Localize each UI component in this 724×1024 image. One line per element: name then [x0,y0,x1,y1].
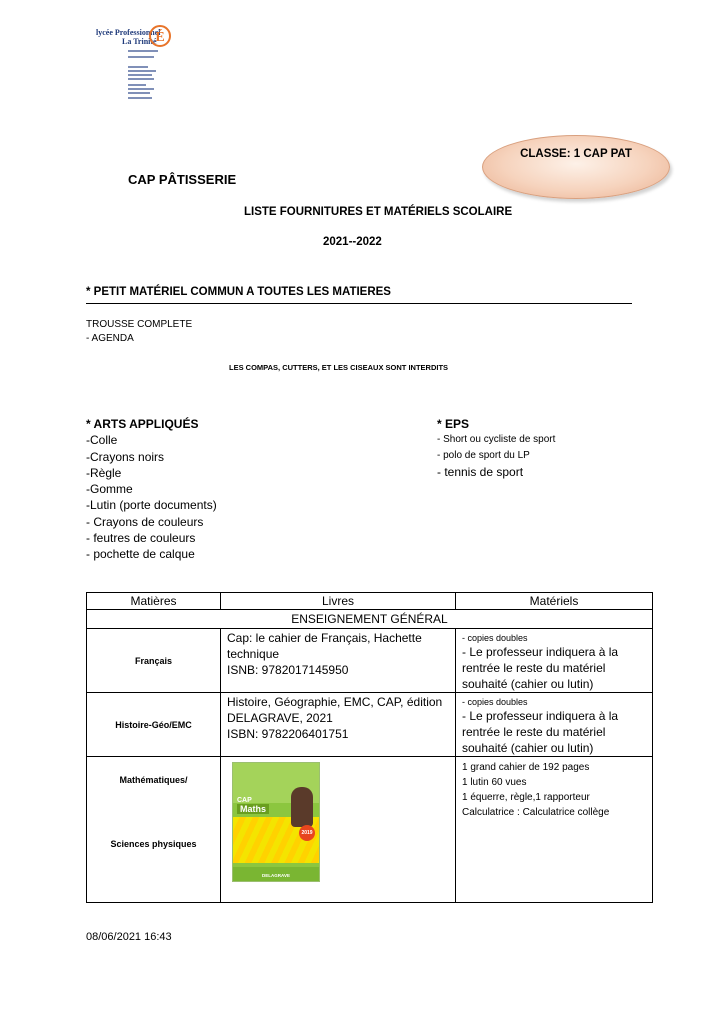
material-item: - copies doubles [462,633,528,643]
logo-subtext [128,78,154,80]
materials-cell [456,693,653,757]
school-year: 2021--2022 [323,236,382,248]
list-item: - tennis de sport [437,465,524,479]
common-section-heading: * PETIT MATÉRIEL COMMUN A TOUTES LES MATIERES [86,286,391,298]
page-title: CAP PÂTISSERIE [128,172,237,187]
table-section-row [87,610,653,629]
subject-cell: Histoire-Géo/EMC [87,693,221,757]
book-isbn: ISBN: 9782206401751 [227,727,349,741]
material-item: - Le professeur indiquera à la [462,709,619,723]
book-line: Histoire, Géographie, EMC, CAP, édition [227,695,443,709]
material-item: 1 lutin 60 vues [462,777,527,788]
book-line: DELAGRAVE, 2021 [227,711,333,725]
list-item: -Colle [86,433,118,448]
book-cell [221,629,456,693]
column-header-materials: Matériels [456,593,653,610]
list-item: -Règle [86,465,122,480]
list-title: LISTE FOURNITURES ET MATÉRIELS SCOLAIRE [244,206,513,218]
book-cover-image [232,762,320,882]
arts-heading: * ARTS APPLIQUÉS [86,417,199,431]
section-divider [86,303,632,304]
list-item: - Crayons de couleurs [86,514,204,529]
list-item: - feutres de couleurs [86,531,196,546]
subject-cell: Français [87,629,221,693]
forbidden-items-warning: LES COMPAS, CUTTERS, ET LES CISEAUX SONT INTERDITS [229,363,449,372]
list-item: - AGENDA [86,333,134,344]
class-label: CLASSE: 1 CAP PAT [520,148,632,160]
table-row [87,629,653,693]
book-cell [221,693,456,757]
logo-text-line1: lycée Professionnel [96,28,161,37]
footer-timestamp: 08/06/2021 16:43 [86,931,172,943]
common-items-list [86,318,192,346]
logo-subtext [128,70,156,72]
arts-section [86,416,217,563]
subject-maths: Mathématiques/ [119,775,188,785]
cover-publisher: DELAGRAVE [262,873,290,878]
list-item: -Gomme [86,482,133,497]
table-row [87,757,653,903]
materials-cell [456,757,653,903]
section-general-education: ENSEIGNEMENT GÉNÉRAL [87,610,653,629]
book-isbn: ISNB: 9782017145950 [227,663,349,677]
subject-physics: Sciences physiques [110,839,197,849]
material-item: 1 équerre, règle,1 rapporteur [462,792,590,803]
list-item: - pochette de calque [86,547,195,562]
material-item: rentrée le reste du matériel [462,725,606,739]
material-item: souhaité (cahier ou lutin) [462,741,594,755]
material-item: rentrée le reste du matériel [462,661,606,675]
logo-subtext [128,88,154,90]
materials-cell [456,629,653,693]
column-header-subjects: Matières [87,593,221,610]
logo-subtext [128,74,152,76]
list-item: -Lutin (porte documents) [86,498,217,513]
list-item: TROUSSE COMPLETE [86,319,193,330]
cover-cap-text: CAP [237,797,252,804]
supplies-table [86,592,653,903]
material-item: 1 grand cahier de 192 pages [462,762,590,773]
list-item: - Short ou cycliste de sport [437,434,556,445]
material-item: - copies doubles [462,697,528,707]
logo-subtext [128,56,154,58]
logo-subtext [128,84,146,86]
list-item: -Crayons noirs [86,449,165,464]
list-item: - polo de sport du LP [437,450,530,461]
eps-section [437,416,555,480]
material-item: Calculatrice : Calculatrice collège [462,807,610,818]
column-header-books: Livres [221,593,456,610]
svg-text:É: É [155,30,165,45]
material-item: - Le professeur indiquera à la [462,645,619,659]
book-line: technique [227,647,280,661]
logo-subtext [128,92,150,94]
cover-title: Maths [237,804,269,814]
class-badge [482,135,670,199]
book-cell [221,757,456,903]
table-row [87,693,653,757]
eps-heading: * EPS [437,417,470,431]
logo-subtext [128,97,152,99]
school-logo [88,22,183,104]
logo-subtext [128,50,158,52]
table-header-row [87,593,653,610]
book-line: Cap: le cahier de Français, Hachette [227,631,422,645]
logo-text-line2: La Trinité [122,37,157,46]
subject-cell [87,757,221,903]
logo-subtext [128,66,148,68]
logo-e-icon [148,24,172,48]
cover-year-badge: 2019 [299,825,315,841]
material-item: souhaité (cahier ou lutin) [462,677,594,691]
